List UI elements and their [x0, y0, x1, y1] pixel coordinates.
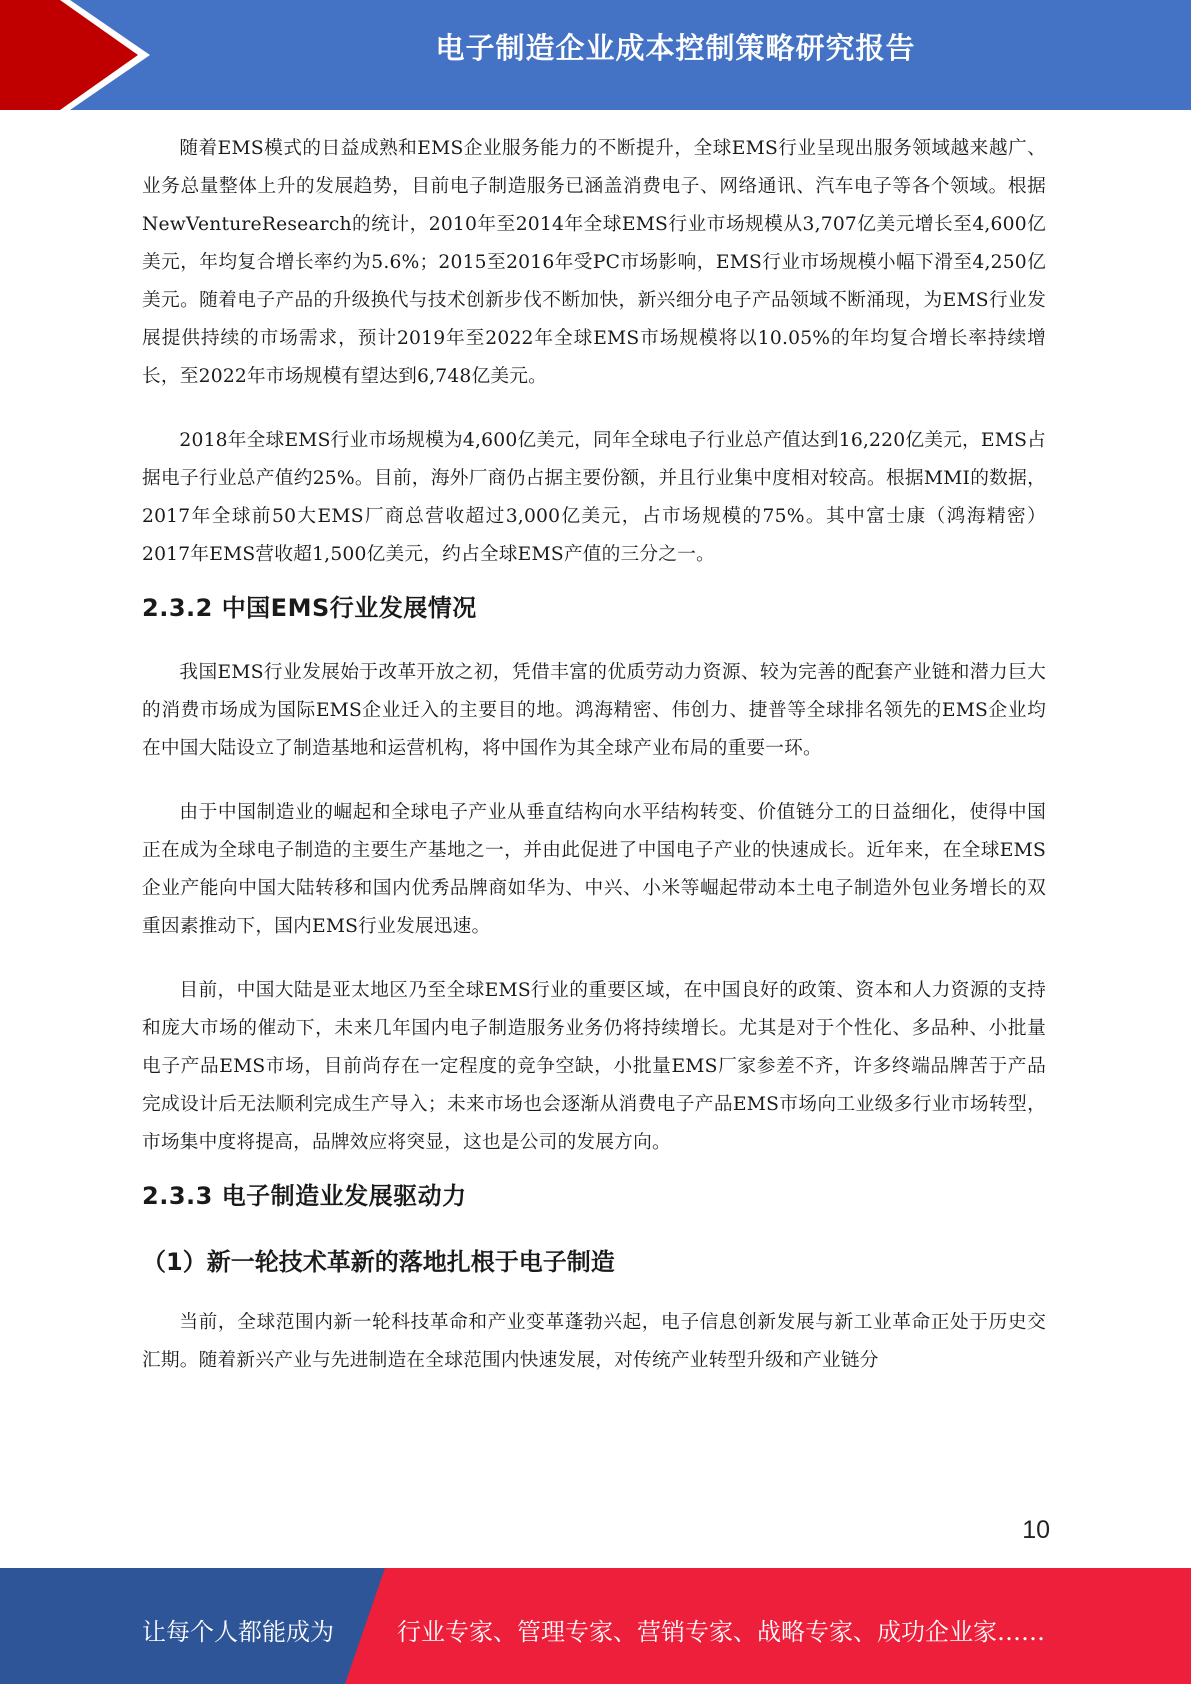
paragraph-ems-market-2018: 2018年全球EMS行业市场规模为4,600亿美元，同年全球电子行业总产值达到16,220亿美元，EMS占据电子行业总产值约25%。目前，海外厂商仍占据主要份额，并且行业集中度相对较高。根据MMI的数据，2017年全球前50大EMS厂商总营收超过3,000亿美元，占市场规模的75%。其中富士康（鸿海精密）2017年EMS营收超1,500亿美元，约占全球EMS产值的三分之一。 [142, 430, 1046, 565]
section-heading-2-3-3: 2.3.3 电子制造业发展驱动力 [142, 1182, 467, 1210]
footer-slogan-right: 行业专家、管理专家、营销专家、战略专家、成功企业家…… [397, 1618, 1045, 1646]
paragraph-tech-revolution: 当前，全球范围内新一轮科技革命和产业变革蓬勃兴起，电子信息创新发展与新工业革命正处于历史交汇期。随着新兴产业与先进制造在全球范围内快速发展，对传统产业转型升级和产业链分 [142, 1312, 1046, 1371]
page-header [0, 0, 1191, 110]
paragraph-ems-global-trend: 随着EMS模式的日益成熟和EMS企业服务能力的不断提升，全球EMS行业呈现出服务领域越来越广、业务总量整体上升的发展趋势，目前电子制造服务已涵盖消费电子、网络通讯、汽车电子等各个领域。根据NewVentureResearch的统计，2010年至2014年全球EMS行业市场规模从3,707亿美元增长至4,600亿美元，年均复合增长率约为5.6%；2015至2016年受PC市场影响，EMS行业市场规模小幅下滑至4,250亿美元。随着电子产品的升级换代与技术创新步伐不断加快，新兴细分电子产品领域不断涌现，为EMS行业发展提供持续的市场需求，预计2019年至2022年全球EMS市场规模将以10.05%的年均复合增长率持续增长，至2022年市场规模有望达到6,748亿美元。 [142, 138, 1046, 387]
page-content [142, 130, 1046, 1380]
page-number: 10 [1022, 1516, 1050, 1544]
paragraph-china-manufacturing-rise: 由于中国制造业的崛起和全球电子产业从垂直结构向水平结构转变、价值链分工的日益细化，使得中国正在成为全球电子制造的主要生产基地之一，并由此促进了中国电子产业的快速成长。近年来，在全球EMS企业产能向中国大陆转移和国内优秀品牌商如华为、中兴、小米等崛起带动本土电子制造外包业务增长的双重因素推动下，国内EMS行业发展迅速。 [142, 802, 1046, 937]
section-heading-2-3-2: 2.3.2 中国EMS行业发展情况 [142, 594, 477, 622]
paragraph-china-ems-outlook: 目前，中国大陆是亚太地区乃至全球EMS行业的重要区域，在中国良好的政策、资本和人力资源的支持和庞大市场的催动下，未来几年国内电子制造服务业务仍将持续增长。尤其是对于个性化、多品种、小批量电子产品EMS市场，目前尚存在一定程度的竞争空缺，小批量EMS厂家参差不齐，许多终端品牌苦于产品完成设计后无法顺利完成生产导入；未来市场也会逐渐从消费电子产品EMS市场向工业级多行业市场转型，市场集中度将提高，品牌效应将突显，这也是公司的发展方向。 [142, 980, 1046, 1153]
subsection-heading-1: （1）新一轮技术革新的落地扎根于电子制造 [142, 1248, 615, 1276]
page-footer [0, 1568, 1191, 1684]
footer-slogan-left: 让每个人都能成为 [142, 1618, 334, 1646]
paragraph-china-ems-origin: 我国EMS行业发展始于改革开放之初，凭借丰富的优质劳动力资源、较为完善的配套产业链和潜力巨大的消费市场成为国际EMS企业迁入的主要目的地。鸿海精密、伟创力、捷普等全球排名领先的EMS企业均在中国大陆设立了制造基地和运营机构，将中国作为其全球产业布局的重要一环。 [142, 662, 1046, 759]
report-title: 电子制造企业成本控制策略研究报告 [435, 31, 916, 65]
